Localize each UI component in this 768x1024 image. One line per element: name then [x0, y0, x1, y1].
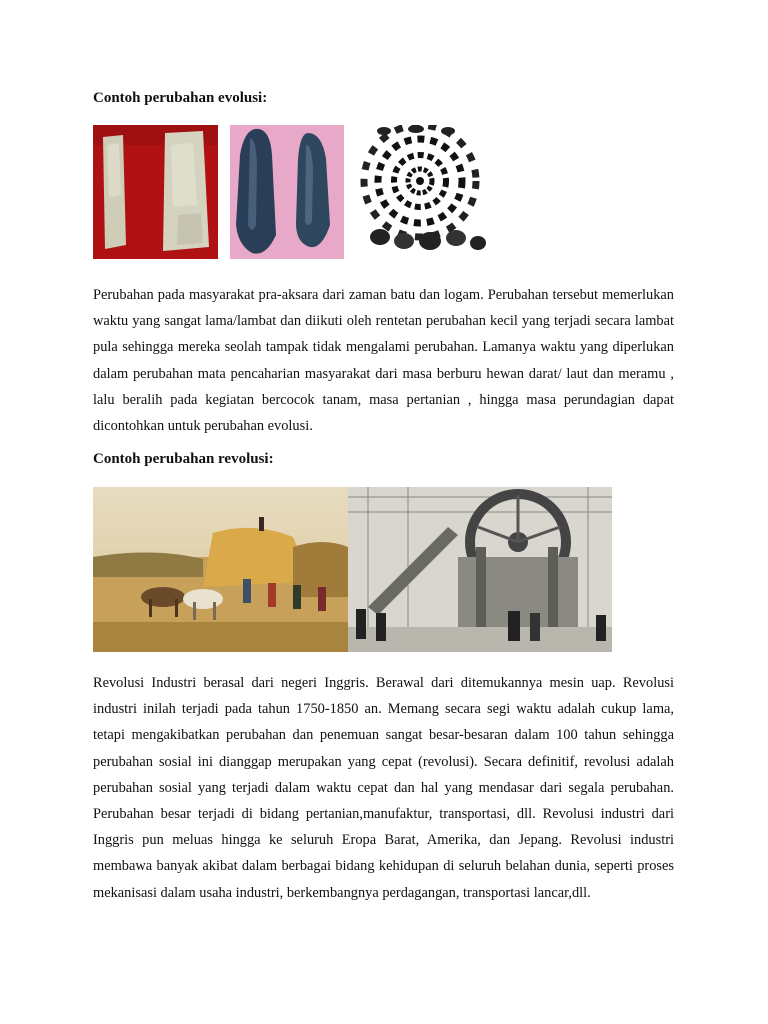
stone-axes-red-photo: [93, 125, 218, 259]
revolution-paragraph: Revolusi Industri berasal dari negeri Inggris. Berawal dari ditemukannya mesin uap. Revolusi industri inilah terjadi pada tahun 1750-1850 an. Memang secara segi waktu adalah cukup lama, tetapi mengakibatkan perubahan dan penemuan sangat besar-besaran dalam 100 tahun sehingga perubahan sosial ini dianggap merupakan yang cepat (revolusi). Secara definitif, revolusi adalah perubahan sosial yang terjadi dalam waktu cepat dan hal yang mendasar dari segala perubahan. Perubahan besar terjadi di bidang pertanian,manufaktur, transportasi, dll. Revolusi industri dari Inggris pun meluas hingga ke seluruh Eropa Barat, Amerika, dan Jepang. Revolusi industri membawa banyak akibat dalam berbagai bidang kehidupan di seluruh belahan dunia, seperti proses mekanisasi dalam usaha industri, berkembangnya perdagangan, transportasi lancar,dll.: [93, 675, 674, 901]
evolution-heading: Contoh perubahan evolusi:: [93, 90, 268, 106]
revolution-heading: Contoh perubahan revolusi:: [93, 451, 274, 467]
stone-circle-drawing: [358, 125, 490, 259]
steam-engine-engraving: [348, 487, 612, 652]
polished-stones-pink-photo: [230, 125, 344, 259]
harvest-painting: [93, 487, 348, 652]
evolution-paragraph: Perubahan pada masyarakat pra-aksara dari zaman batu dan logam. Perubahan tersebut memerlukan waktu yang sangat lama/lambat dan diikuti oleh rentetan perubahan kecil yang terjadi secara lambat pula sehingga mereka seolah tampak tidak mengalami perubahan. Lamanya waktu yang diperlukan dalam perubahan mata pencaharian masyarakat dari masa berburu hewan darat/ laut dan meramu , lalu beralih pada kegiatan bercocok tanam, masa pertanian , hingga masa perundagian dapat dicontohkan untuk perubahan evolusi.: [93, 287, 674, 435]
